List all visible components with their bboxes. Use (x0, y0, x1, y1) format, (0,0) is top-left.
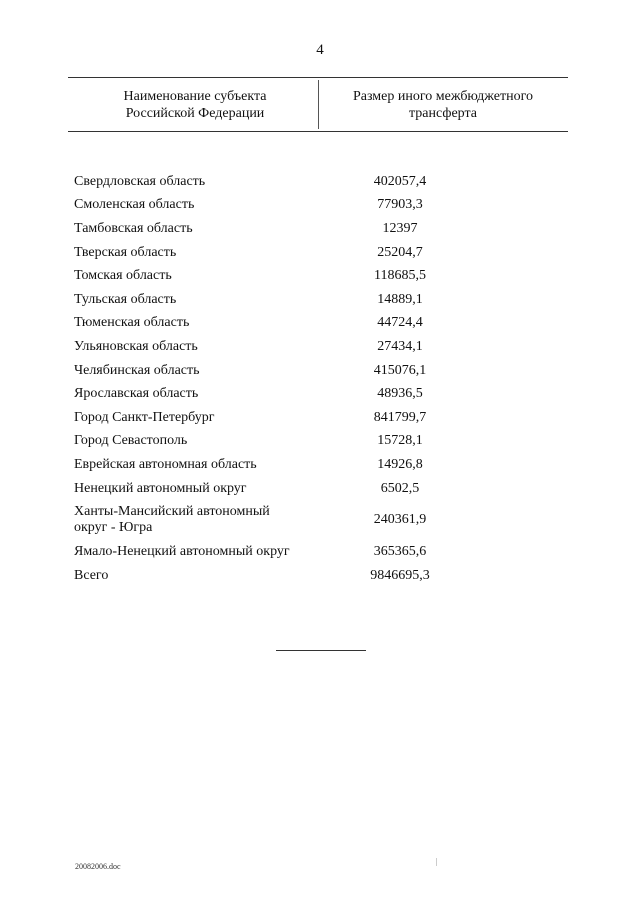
region-name-cell: Смоленская область (74, 197, 195, 213)
scan-mark (436, 858, 437, 866)
region-name-cell: Всего (74, 567, 109, 583)
region-name-cell: Ульяновская область (74, 338, 198, 354)
table-row (74, 382, 494, 406)
transfer-amount-cell: 9846695,3 (370, 567, 430, 583)
transfer-amount-cell: 14889,1 (377, 291, 423, 307)
transfer-amount-cell: 841799,7 (373, 409, 427, 425)
transfer-amount-cell: 6502,5 (380, 480, 420, 496)
table-row (74, 359, 494, 383)
region-name-cell: Еврейская автономная область (74, 456, 257, 472)
transfer-amount-cell: 48936,5 (377, 386, 423, 402)
transfer-amount-cell: 118685,5 (374, 268, 426, 284)
page-number: 4 (316, 42, 324, 58)
table-header-transfer-amount (330, 88, 556, 122)
table-row (74, 264, 494, 288)
table-row (74, 312, 494, 336)
header-region-name-line-2: Российской Федерации (125, 106, 265, 121)
table-row (74, 500, 494, 540)
table-row (74, 170, 494, 194)
table-row (74, 564, 494, 588)
table-row (74, 540, 494, 564)
table-row (74, 406, 494, 430)
region-name-cell: Ненецкий автономный округ (74, 480, 247, 496)
header-transfer-amount-line-2: трансферта (409, 106, 477, 121)
region-name-cell: Томская область (74, 268, 172, 284)
transfer-amount-cell: 25204,7 (377, 244, 423, 260)
transfer-amount-cell: 365365,6 (373, 544, 427, 560)
header-region-name-line-1: Наименование субъекта (123, 89, 267, 104)
table-row (74, 430, 494, 454)
region-name-cell: Челябинская область (74, 362, 200, 378)
header-transfer-amount-line-1: Размер иного межбюджетного (352, 89, 534, 104)
table-row (74, 288, 494, 312)
region-name-cell: Тульская область (74, 291, 177, 307)
transfer-amount-cell: 27434,1 (377, 338, 423, 354)
transfer-amount-cell: 15728,1 (377, 433, 423, 449)
table-row (74, 194, 494, 218)
transfer-amount-cell: 77903,3 (377, 197, 423, 213)
transfer-amount-cell: 44724,4 (377, 315, 423, 331)
table-header-region-name (100, 88, 290, 122)
region-name-cell: Ханты-Мансийский автономный округ - Югра (74, 504, 270, 536)
transfer-amount-cell: 415076,1 (373, 362, 427, 378)
table-row (74, 453, 494, 477)
region-name-cell: Тамбовская область (74, 220, 193, 236)
table-body (74, 170, 494, 588)
table-row (74, 335, 494, 359)
footer-file-name: 20082006.doc (75, 862, 121, 871)
table-header-bottom-rule (68, 131, 568, 132)
transfer-amount-cell: 14926,8 (377, 456, 423, 472)
table-row (74, 217, 494, 241)
transfer-amount-cell: 240361,9 (373, 512, 427, 528)
transfer-amount-cell: 402057,4 (373, 173, 427, 189)
transfer-amount-cell: 12397 (382, 220, 418, 236)
region-name-cell: Тюменская область (74, 315, 190, 331)
region-name-cell: Ямало-Ненецкий автономный округ (74, 544, 290, 560)
region-name-cell: Тверская область (74, 244, 177, 260)
table-top-rule (68, 77, 568, 78)
table-row (74, 477, 494, 501)
end-separator-line (276, 650, 366, 651)
header-column-divider (318, 80, 319, 129)
region-name-cell: Город Севастополь (74, 433, 188, 449)
region-name-cell: Город Санкт-Петербург (74, 409, 215, 425)
table-row (74, 241, 494, 265)
region-name-cell: Свердловская область (74, 173, 206, 189)
region-name-cell: Ярославская область (74, 386, 199, 402)
